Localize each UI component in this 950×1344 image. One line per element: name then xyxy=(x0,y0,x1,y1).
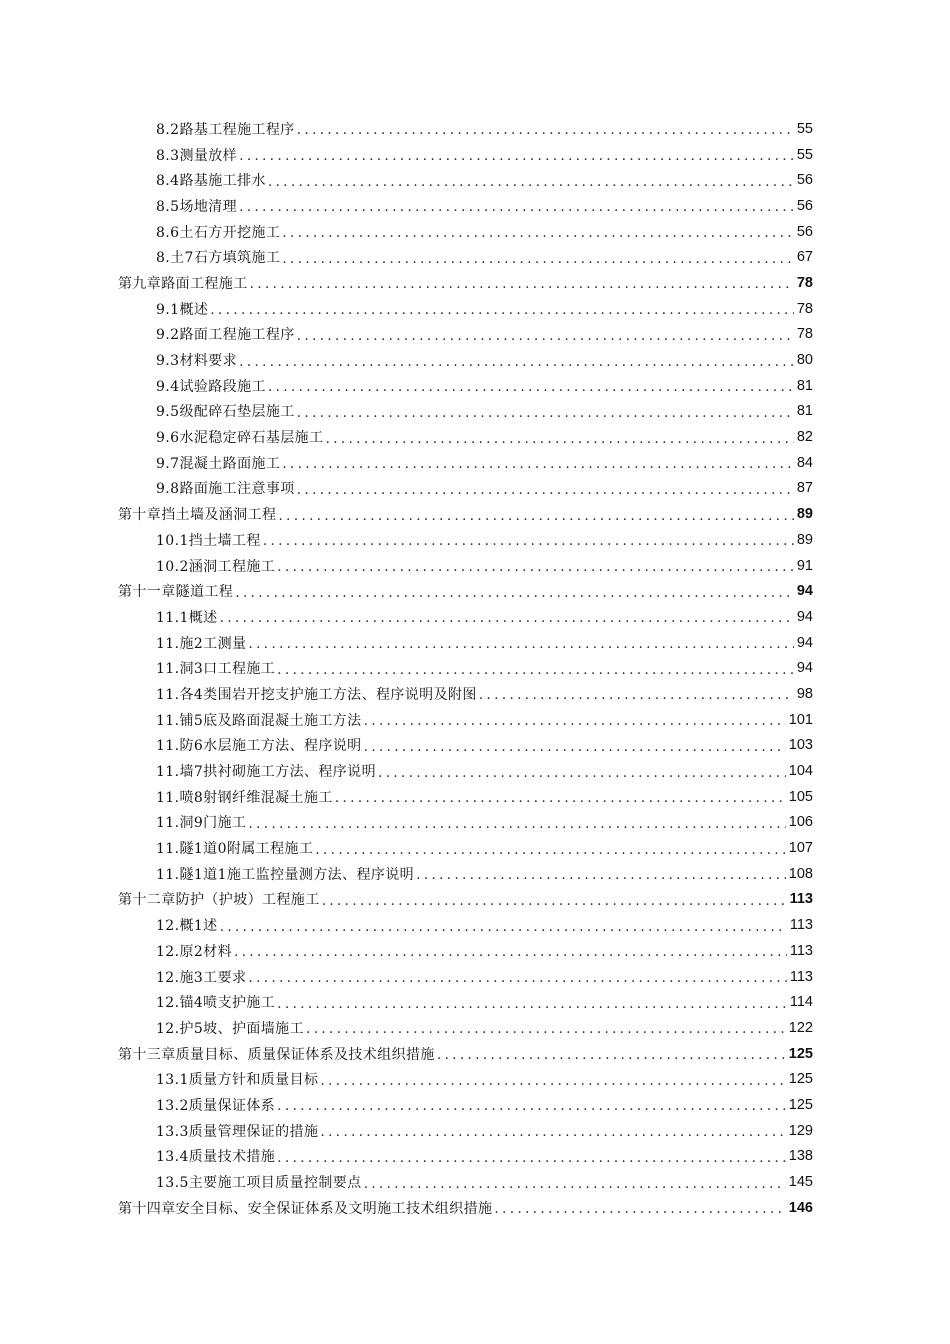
dot-leader xyxy=(248,637,793,651)
toc-section-row[interactable] xyxy=(0,116,950,142)
toc-entry xyxy=(156,938,813,964)
toc-entry-title: 12.施3工要求 xyxy=(156,969,247,986)
toc-entry-title: 11.墙7拱衬砌施工方法、程序说明 xyxy=(156,764,376,781)
toc-page-number: 56 xyxy=(796,223,813,240)
toc-entry-title: 第十三章质量目标、质量保证体系及技术组织措施 xyxy=(118,1046,435,1063)
toc-entry-title: 11.施2工测量 xyxy=(156,635,247,652)
dot-leader xyxy=(494,1202,785,1216)
toc-page-number: 104 xyxy=(788,763,813,780)
toc-entry-title: 第十二章防护（护坡）工程施工 xyxy=(118,892,320,909)
toc-section-row[interactable] xyxy=(0,399,950,425)
toc-entry-title: 9.3材料要求 xyxy=(156,353,238,370)
toc-entry-title: 9.4试验路段施工 xyxy=(156,378,266,395)
toc-entry xyxy=(156,527,813,553)
toc-entry-title: 11.隧1道0附属工程施工 xyxy=(156,841,314,858)
toc-section-row[interactable] xyxy=(0,167,950,193)
toc-section-row[interactable] xyxy=(0,912,950,938)
dot-leader xyxy=(320,1074,785,1088)
dot-leader xyxy=(306,1022,786,1036)
toc-page-number: 138 xyxy=(788,1148,813,1165)
dot-leader xyxy=(263,534,794,548)
toc-entry xyxy=(156,167,813,193)
toc-page-number: 107 xyxy=(788,840,813,857)
toc-section-row[interactable] xyxy=(0,758,950,784)
toc-section-row[interactable] xyxy=(0,1015,950,1041)
toc-entry-title: 11.铺5底及路面混凝土施工方法 xyxy=(156,712,362,729)
toc-entry xyxy=(156,296,813,322)
toc-chapter-row[interactable] xyxy=(0,1041,950,1067)
toc-chapter-row[interactable] xyxy=(0,270,950,296)
toc-entry xyxy=(118,501,813,527)
toc-page-number: 114 xyxy=(789,994,813,1011)
dot-leader xyxy=(239,355,794,369)
toc-page-number: 80 xyxy=(796,352,813,369)
dot-leader xyxy=(277,1151,786,1165)
toc-page-number: 94 xyxy=(796,660,813,677)
toc-entry xyxy=(156,758,813,784)
dot-leader xyxy=(210,303,794,317)
dot-leader xyxy=(235,586,794,600)
toc-entry xyxy=(156,219,813,245)
toc-page-number: 125 xyxy=(788,1071,813,1088)
toc-entry-title: 13.1质量方针和质量目标 xyxy=(156,1072,319,1089)
toc-entry xyxy=(118,270,813,296)
dot-leader xyxy=(364,740,786,754)
toc-entry-title: 12.原2材料 xyxy=(156,943,232,960)
toc-entry-title: 12.锚4喷支护施工 xyxy=(156,995,276,1012)
toc-section-row[interactable] xyxy=(0,810,950,836)
toc-entry-title: 11.1概述 xyxy=(156,609,218,626)
toc-section-row[interactable] xyxy=(0,733,950,759)
toc-entry xyxy=(156,810,813,836)
dot-leader xyxy=(278,509,793,523)
toc-entry xyxy=(156,347,813,373)
toc-entry-title: 8.5场地清理 xyxy=(156,198,238,215)
toc-section-row[interactable] xyxy=(0,553,950,579)
toc-page-number: 94 xyxy=(796,608,813,625)
toc-entry xyxy=(156,861,813,887)
toc-section-row[interactable] xyxy=(0,1144,950,1170)
toc-entry-title: 9.2路面工程施工程序 xyxy=(156,327,295,344)
toc-page-number: 89 xyxy=(796,531,813,548)
toc-page-number: 98 xyxy=(796,685,813,702)
toc-entry xyxy=(156,244,813,270)
dot-leader xyxy=(297,406,794,420)
toc-section-row[interactable] xyxy=(0,604,950,630)
toc-entry xyxy=(156,424,813,450)
toc-page-number: 81 xyxy=(796,377,813,394)
toc-chapter-row[interactable] xyxy=(0,887,950,913)
dot-leader xyxy=(239,149,794,163)
dot-leader xyxy=(479,688,794,702)
toc-section-row[interactable] xyxy=(0,347,950,373)
toc-entry xyxy=(118,578,813,604)
toc-entry xyxy=(156,604,813,630)
toc-section-row[interactable] xyxy=(0,707,950,733)
toc-entry xyxy=(156,989,813,1015)
dot-leader xyxy=(335,791,786,805)
toc-section-row[interactable] xyxy=(0,296,950,322)
toc-entry xyxy=(118,887,813,913)
toc-section-row[interactable] xyxy=(0,527,950,553)
toc-entry xyxy=(156,193,813,219)
toc-page-number: 78 xyxy=(796,300,813,317)
toc-entry-title: 第十一章隧道工程 xyxy=(118,584,234,601)
toc-entry-title: 9.6水泥稳定碎石基层施工 xyxy=(156,430,324,447)
dot-leader xyxy=(277,663,794,677)
toc-entry-title: 13.5主要施工项目质量控制要点 xyxy=(156,1175,362,1192)
toc-entry-title: 第十四章安全目标、安全保证体系及文明施工技术组织措施 xyxy=(118,1200,493,1217)
toc-page-number: 113 xyxy=(789,942,813,959)
toc-section-row[interactable] xyxy=(0,373,950,399)
toc-entry-title: 13.3质量管理保证的措施 xyxy=(156,1123,319,1140)
toc-page-number: 146 xyxy=(788,1199,813,1216)
toc-page-number: 125 xyxy=(788,1096,813,1113)
dot-leader xyxy=(325,432,793,446)
toc-entry xyxy=(156,399,813,425)
toc-entry xyxy=(118,1195,813,1221)
dot-leader xyxy=(437,1048,786,1062)
toc-section-row[interactable] xyxy=(0,1066,950,1092)
dot-leader xyxy=(220,920,787,934)
toc-section-row[interactable] xyxy=(0,322,950,348)
toc-page-number: 56 xyxy=(796,172,813,189)
toc-chapter-row[interactable] xyxy=(0,1195,950,1221)
dot-leader xyxy=(248,971,787,985)
dot-leader xyxy=(234,945,787,959)
toc-entry xyxy=(118,1041,813,1067)
toc-page-number: 91 xyxy=(796,557,813,574)
toc-entry xyxy=(156,655,813,681)
toc-entry-title: 11.隧1道1施工监控量测方法、程序说明 xyxy=(156,866,415,883)
toc-entry-title: 8.土7石方填筑施工 xyxy=(156,250,281,267)
toc-entry-title: 13.2质量保证体系 xyxy=(156,1097,276,1114)
dot-leader xyxy=(277,560,794,574)
toc-entry xyxy=(156,1144,813,1170)
toc-page-number: 125 xyxy=(788,1045,813,1062)
toc-page-number: 56 xyxy=(796,197,813,214)
toc-page-number: 145 xyxy=(788,1174,813,1191)
toc-entry xyxy=(156,1066,813,1092)
toc-page-number: 113 xyxy=(789,917,813,934)
dot-leader xyxy=(297,329,794,343)
toc-entry xyxy=(156,964,813,990)
toc-page-number: 82 xyxy=(796,429,813,446)
dot-leader xyxy=(378,766,786,780)
toc-page-number: 94 xyxy=(796,634,813,651)
toc-entry-title: 13.4质量技术措施 xyxy=(156,1149,276,1166)
dot-leader xyxy=(277,997,787,1011)
toc-page-number: 113 xyxy=(789,891,813,908)
toc-entry xyxy=(156,553,813,579)
toc-section-row[interactable] xyxy=(0,938,950,964)
dot-leader xyxy=(297,483,794,497)
toc-entry-title: 9.5级配碎石垫层施工 xyxy=(156,404,295,421)
toc-section-row[interactable] xyxy=(0,964,950,990)
toc-section-row[interactable] xyxy=(0,630,950,656)
toc-page-number: 55 xyxy=(796,146,813,163)
dot-leader xyxy=(268,175,794,189)
toc-section-row[interactable] xyxy=(0,655,950,681)
dot-leader xyxy=(282,457,794,471)
toc-page-number: 78 xyxy=(796,326,813,343)
dot-leader xyxy=(315,843,786,857)
toc-entry xyxy=(156,322,813,348)
toc-entry-title: 10.2涵洞工程施工 xyxy=(156,558,276,575)
toc-page-number: 55 xyxy=(796,120,813,137)
toc-entry-title: 11.洞9门施工 xyxy=(156,815,247,832)
toc-page-number: 67 xyxy=(796,249,813,266)
toc-page-number: 87 xyxy=(796,480,813,497)
toc-entry-title: 8.3测量放样 xyxy=(156,147,238,164)
toc-entry xyxy=(156,476,813,502)
toc-entry-title: 10.1挡土墙工程 xyxy=(156,532,261,549)
toc-entry xyxy=(156,835,813,861)
toc-section-row[interactable] xyxy=(0,193,950,219)
toc-entry xyxy=(156,681,813,707)
dot-leader xyxy=(277,1099,786,1113)
dot-leader xyxy=(320,1125,785,1139)
toc-entry xyxy=(156,630,813,656)
toc-chapter-row[interactable] xyxy=(0,578,950,604)
toc-entry-title: 11.防6水层施工方法、程序说明 xyxy=(156,738,362,755)
dot-leader xyxy=(297,123,794,137)
toc-page-number: 94 xyxy=(796,583,813,600)
toc-entry-title: 8.6土石方开挖施工 xyxy=(156,224,281,241)
toc-page-number: 129 xyxy=(788,1122,813,1139)
toc-section-row[interactable] xyxy=(0,784,950,810)
toc-chapter-row[interactable] xyxy=(0,501,950,527)
toc-entry xyxy=(156,707,813,733)
dot-leader xyxy=(250,277,794,291)
toc-entry-title: 12.概1述 xyxy=(156,918,218,935)
dot-leader xyxy=(416,868,786,882)
toc-page-number: 103 xyxy=(788,737,813,754)
dot-leader xyxy=(248,817,785,831)
toc-entry xyxy=(156,1015,813,1041)
toc-page-number: 106 xyxy=(788,814,813,831)
toc-section-row[interactable] xyxy=(0,989,950,1015)
toc-section-row[interactable] xyxy=(0,219,950,245)
toc-entry xyxy=(156,142,813,168)
toc-page-number: 105 xyxy=(788,788,813,805)
toc-entry-title: 8.2路基工程施工程序 xyxy=(156,121,295,138)
toc-entry xyxy=(156,1169,813,1195)
toc-entry-title: 9.7混凝土路面施工 xyxy=(156,455,281,472)
toc-section-row[interactable] xyxy=(0,1092,950,1118)
toc-section-row[interactable] xyxy=(0,1169,950,1195)
toc-page-number: 113 xyxy=(789,968,813,985)
toc-section-row[interactable] xyxy=(0,1118,950,1144)
toc-entry-title: 11.喷8射钢纤维混凝土施工 xyxy=(156,789,333,806)
toc-page-number: 78 xyxy=(796,274,813,291)
toc-entry-title: 9.1概述 xyxy=(156,301,209,318)
toc-entry-title: 11.各4类围岩开挖支护施工方法、程序说明及附图 xyxy=(156,686,477,703)
toc-entry-title: 第十章挡土墙及涵洞工程 xyxy=(118,507,277,524)
toc-page-number: 89 xyxy=(796,506,813,523)
dot-leader xyxy=(268,380,794,394)
toc-section-row[interactable] xyxy=(0,142,950,168)
dot-leader xyxy=(364,714,786,728)
toc-section-row[interactable] xyxy=(0,244,950,270)
toc-entry xyxy=(156,1118,813,1144)
toc-entry xyxy=(156,912,813,938)
dot-leader xyxy=(364,1177,786,1191)
toc-entry xyxy=(156,373,813,399)
dot-leader xyxy=(282,226,794,240)
toc-entry xyxy=(156,116,813,142)
toc-entry xyxy=(156,1092,813,1118)
toc-page-number: 108 xyxy=(788,865,813,882)
dot-leader xyxy=(322,894,787,908)
toc-page-number: 81 xyxy=(796,403,813,420)
table-of-contents xyxy=(0,116,950,1221)
toc-entry-title: 8.4路基施工排水 xyxy=(156,173,266,190)
toc-entry-title: 第九章路面工程施工 xyxy=(118,275,248,292)
toc-page-number: 84 xyxy=(796,454,813,471)
toc-section-row[interactable] xyxy=(0,861,950,887)
toc-entry xyxy=(156,733,813,759)
dot-leader xyxy=(220,611,794,625)
dot-leader xyxy=(239,200,794,214)
toc-section-row[interactable] xyxy=(0,835,950,861)
toc-page-number: 122 xyxy=(788,1019,813,1036)
toc-entry xyxy=(156,784,813,810)
toc-entry-title: 12.护5坡、护面墙施工 xyxy=(156,1020,304,1037)
toc-entry-title: 11.洞3口工程施工 xyxy=(156,661,276,678)
toc-entry xyxy=(156,450,813,476)
dot-leader xyxy=(282,252,794,266)
toc-section-row[interactable] xyxy=(0,681,950,707)
toc-section-row[interactable] xyxy=(0,450,950,476)
toc-entry-title: 9.8路面施工注意事项 xyxy=(156,481,295,498)
toc-page-number: 101 xyxy=(788,711,813,728)
toc-section-row[interactable] xyxy=(0,424,950,450)
toc-section-row[interactable] xyxy=(0,476,950,502)
